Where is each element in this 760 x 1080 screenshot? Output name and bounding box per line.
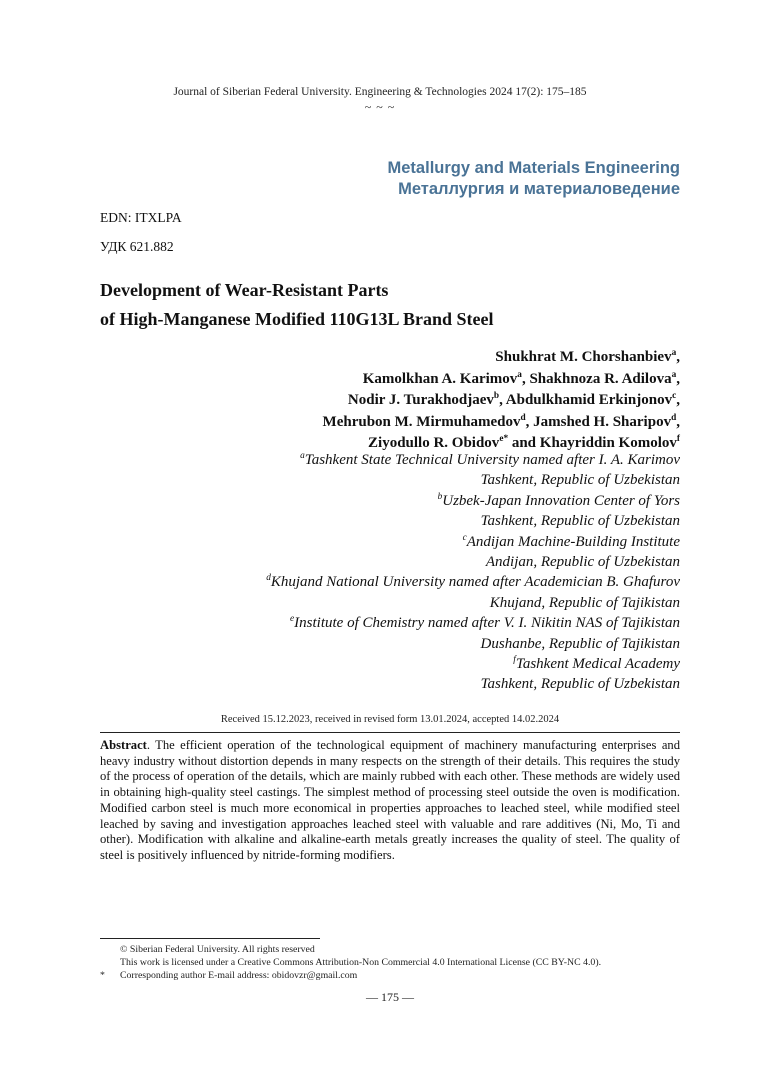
affiliation-name — [266, 532, 680, 552]
received-dates: Received 15.12.2023, received in revised form 13.01.2024, accepted 14.02.2024 — [220, 714, 560, 725]
author-sup: d — [671, 412, 677, 423]
author-name: Nodir J. Turakhodjaev — [347, 392, 494, 408]
affiliation-place: Andijan, Republic of Uzbekistan — [485, 554, 680, 571]
udk-code: УДК 621.882 — [100, 239, 174, 254]
license-text: This work is licensed under a Creative Commons Attribution-Non Commercial 4.0 International License (CC BY-NC 4.0). — [120, 957, 602, 968]
edn-code: EDN: ITXLPA — [100, 210, 182, 225]
header-ornament: ~ ~ ~ — [364, 100, 396, 114]
author-sup: e* — [499, 434, 509, 444]
abstract-divider — [100, 732, 680, 733]
author-sup: a — [517, 369, 522, 380]
affiliation-text: Khujand National University named after Academician B. Ghafurov — [270, 574, 680, 591]
author-sup: c — [672, 391, 677, 401]
affiliation-text: Institute of Chemistry named after V. I. Nikitin NAS of Tajikistan — [294, 615, 680, 632]
author-name: Abdulkhamid Erkinjonov — [505, 392, 673, 408]
author-name: Khayriddin Komolov — [539, 435, 677, 451]
affiliation-sup: c — [462, 532, 467, 543]
affiliation-sup: f — [513, 655, 516, 666]
affiliation-place: Khujand, Republic of Tajikistan — [489, 594, 680, 611]
abstract-label: Abstract — [100, 738, 147, 752]
abstract — [100, 738, 680, 864]
affiliation-sup: a — [300, 451, 305, 461]
affiliation-text: Uzbek-Japan Innovation Center of Yors — [442, 492, 680, 509]
affiliation-name — [266, 654, 680, 674]
affiliation-place: Tashkent, Republic of Uzbekistan — [480, 676, 680, 693]
section-heading — [388, 158, 680, 200]
author-name: Shukhrat M. Chorshanbiev — [495, 349, 672, 365]
paper-title — [100, 276, 680, 334]
footnote-divider — [100, 938, 320, 939]
page-number: — 175 — — [366, 990, 414, 1004]
footnote-license — [100, 956, 601, 969]
affiliation-sup: d — [266, 573, 271, 584]
author-sup: f — [676, 434, 680, 444]
section-heading-en: Metallurgy and Materials Engineering — [387, 159, 680, 177]
footnote-star: * — [100, 970, 105, 981]
copyright-text: © Siberian Federal University. All rights reserved — [120, 944, 315, 955]
title-line-1: Development of Wear-Resistant Parts — [100, 280, 389, 300]
affiliation-sup: b — [437, 491, 443, 502]
affiliation-list — [266, 450, 680, 695]
author-sup: a — [671, 369, 677, 380]
affiliation-place: Dushanbe, Republic of Tajikistan — [480, 635, 680, 652]
author-list — [323, 347, 680, 455]
author-line: Mehrubon M. Mirmuhamedov$^d$, Jamshed H. Sharipov$^d$, — [322, 412, 680, 430]
corresponding-text: Corresponding author E-mail address: obidovzr@gmail.com — [120, 970, 358, 981]
footnote-copyright — [100, 943, 315, 956]
affiliation-text: Andijan Machine-Building Institute — [466, 533, 680, 550]
affiliation-text: Tashkent Medical Academy — [515, 656, 680, 673]
author-line: Shukhrat M. Chorshanbiev$^a$, — [495, 348, 680, 365]
author-name: Ziyodullo R. Obidov — [368, 435, 500, 451]
affiliation-name — [266, 450, 680, 470]
title-line-2: of High-Manganese Modified 110G13L Brand Steel — [100, 309, 494, 329]
affiliation-place: Tashkent, Republic of Uzbekistan — [480, 472, 680, 489]
author-name: Mehrubon M. Mirmuhamedov — [322, 413, 521, 430]
footnote-corresponding — [100, 969, 357, 982]
author-name: Shakhnoza R. Adilova — [529, 370, 672, 387]
abstract-text: . The efficient operation of the technological equipment of machinery manufacturing enterprises and heavy industry without distortion depends in many respects on the strength of their details. This requires the study of the process of operation of the details, which are mainly rubbed with each other. These methods are widely used in obtaining high-quality steel castings. The simplest method of processing steel outside the oven is modification. Modified carbon steel is much more economical in properties approaches to leached steel, while modified steel leached by saving and investigation approaches leached steel with valuable and rare additives (Ni, Mo, Ti and other). Modification with alkaline and alkaline-earth metals greatly increases the quality of steel. The quality of steel is positively influenced by nitride-forming modifiers. — [100, 738, 680, 862]
affiliation-name — [266, 491, 680, 511]
author-line: Nodir J. Turakhodjaev$^b$, Abdulkhamid Erkinjonov$^c$, — [347, 391, 680, 408]
affiliation-text: Tashkent State Technical University named after I. A. Karimov — [304, 452, 680, 468]
author-conjunction: and — [511, 435, 537, 451]
author-line: Kamolkhan A. Karimov$^a$, Shakhnoza R. Adilova$^a$, — [362, 369, 680, 387]
affiliation-sup: e — [290, 614, 295, 625]
section-heading-ru: Металлургия и материаловедение — [398, 180, 680, 198]
author-sup: a — [671, 348, 677, 358]
journal-citation: Journal of Siberian Federal University. Engineering & Technologies 2024 17(2): 175–185 — [173, 86, 587, 98]
affiliation-name — [266, 613, 680, 633]
affiliation-name — [266, 572, 680, 592]
author-name: Kamolkhan A. Karimov — [362, 370, 518, 387]
author-sup: d — [520, 412, 526, 423]
affiliation-place: Tashkent, Republic of Uzbekistan — [480, 513, 680, 530]
author-sup: b — [493, 391, 500, 401]
author-name: Jamshed H. Sharipov — [533, 413, 672, 430]
